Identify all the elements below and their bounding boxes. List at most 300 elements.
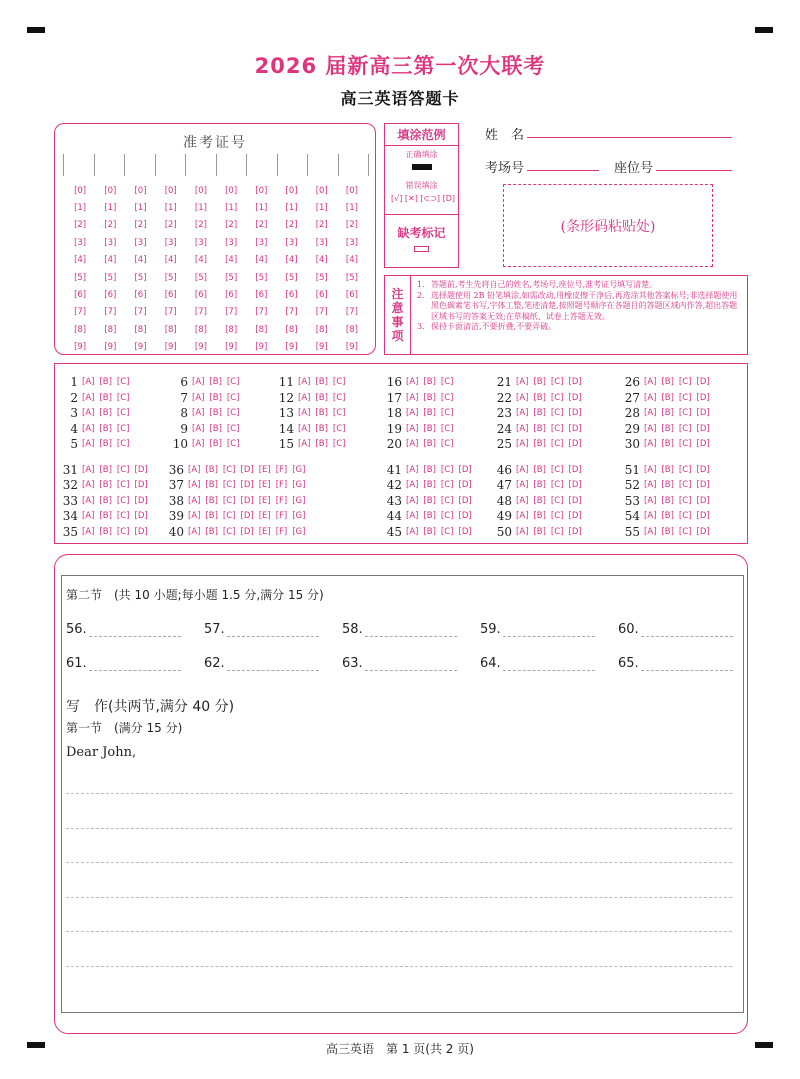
option-bubble[interactable]: [C] [116,510,130,521]
option-bubble[interactable]: [D] [696,464,710,475]
exam-id-bubble[interactable]: [2] [315,220,328,231]
option-bubble[interactable]: [D] [696,510,710,521]
option-bubble[interactable]: [A] [516,423,529,434]
option-bubble[interactable]: [C] [550,407,564,418]
exam-id-bubble[interactable]: [1] [104,203,117,214]
exam-id-bubble[interactable]: [9] [345,342,358,353]
writing-line[interactable] [66,897,732,898]
option-bubble[interactable]: [C] [678,376,692,387]
option-bubble[interactable]: [A] [82,495,95,506]
option-bubble[interactable]: [B] [533,407,546,418]
exam-id-bubble[interactable]: [3] [134,237,147,248]
option-bubble[interactable]: [C] [440,479,454,490]
option-bubble[interactable]: [C] [678,510,692,521]
option-bubble[interactable]: [C] [678,438,692,449]
option-bubble[interactable]: [C] [550,479,564,490]
option-bubble[interactable]: [C] [678,479,692,490]
seat-field[interactable] [656,170,732,171]
exam-id-bubble[interactable]: [9] [285,342,298,353]
option-bubble[interactable]: [D] [568,526,582,537]
option-bubble[interactable]: [D] [696,495,710,506]
option-bubble[interactable]: [B] [423,438,436,449]
exam-id-bubble[interactable]: [0] [315,185,328,196]
option-bubble[interactable]: [A] [82,407,95,418]
option-bubble[interactable]: [B] [533,495,546,506]
option-bubble[interactable]: [A] [644,464,657,475]
exam-id-bubble[interactable]: [5] [74,272,87,283]
writing-line[interactable] [66,793,732,794]
exam-id-bubble[interactable]: [2] [225,220,238,231]
option-bubble[interactable]: [D] [134,464,148,475]
option-bubble[interactable]: [A] [406,392,419,403]
option-bubble[interactable]: [C] [440,438,454,449]
option-bubble[interactable]: [C] [116,423,130,434]
option-bubble[interactable]: [B] [315,423,328,434]
option-bubble[interactable]: [D] [696,526,710,537]
option-bubble[interactable]: [A] [516,495,529,506]
option-bubble[interactable]: [C] [226,407,240,418]
option-bubble[interactable]: [A] [406,495,419,506]
blank-line[interactable] [503,625,595,637]
exam-id-bubble[interactable]: [1] [74,203,87,214]
option-bubble[interactable]: [C] [440,407,454,418]
option-bubble[interactable]: [B] [205,479,218,490]
option-bubble[interactable]: [B] [423,510,436,521]
option-bubble[interactable]: [B] [99,510,112,521]
exam-id-bubble[interactable]: [8] [225,324,238,335]
option-bubble[interactable]: [C] [226,376,240,387]
option-bubble[interactable]: [B] [315,438,328,449]
option-bubble[interactable]: [B] [423,376,436,387]
exam-id-bubble[interactable]: [4] [164,255,177,266]
exam-id-bubble[interactable]: [7] [345,307,358,318]
option-bubble[interactable]: [C] [678,423,692,434]
exam-id-cell[interactable] [277,154,308,176]
exam-id-bubble[interactable]: [4] [315,255,328,266]
exam-id-cell[interactable] [216,154,247,176]
exam-id-bubble[interactable]: [1] [315,203,328,214]
exam-id-bubble[interactable]: [7] [104,307,117,318]
option-bubble[interactable]: [A] [406,407,419,418]
option-bubble[interactable]: [B] [99,392,112,403]
exam-id-bubble[interactable]: [8] [345,324,358,335]
option-bubble[interactable]: [B] [661,479,674,490]
option-bubble[interactable]: [D] [134,510,148,521]
exam-id-bubble[interactable]: [1] [345,203,358,214]
option-bubble[interactable]: [C] [226,438,240,449]
option-bubble[interactable]: [A] [644,526,657,537]
exam-id-bubble[interactable]: [3] [164,237,177,248]
option-bubble[interactable]: [D] [240,526,254,537]
option-bubble[interactable]: [B] [533,392,546,403]
option-bubble[interactable]: [C] [116,407,130,418]
exam-id-bubble[interactable]: [8] [285,324,298,335]
exam-id-bubble[interactable]: [1] [285,203,298,214]
option-bubble[interactable]: [B] [423,479,436,490]
option-bubble[interactable]: [C] [332,376,346,387]
option-bubble[interactable]: [D] [458,464,472,475]
option-bubble[interactable]: [C] [678,464,692,475]
option-bubble[interactable]: [C] [440,495,454,506]
option-bubble[interactable]: [B] [423,423,436,434]
option-bubble[interactable]: [C] [116,392,130,403]
option-bubble[interactable]: [A] [192,376,205,387]
option-bubble[interactable]: [B] [99,495,112,506]
option-bubble[interactable]: [A] [644,510,657,521]
blank-line[interactable] [641,625,733,637]
exam-room-field[interactable] [527,170,599,171]
option-bubble[interactable]: [A] [82,438,95,449]
option-bubble[interactable]: [B] [661,376,674,387]
option-bubble[interactable]: [A] [188,495,201,506]
option-bubble[interactable]: [B] [533,376,546,387]
exam-id-bubble[interactable]: [4] [255,255,268,266]
exam-id-bubble[interactable]: [3] [345,237,358,248]
option-bubble[interactable]: [C] [116,495,130,506]
exam-id-bubble[interactable]: [9] [225,342,238,353]
option-bubble[interactable]: [D] [134,495,148,506]
option-bubble[interactable]: [E] [258,479,271,490]
blank-line[interactable] [641,659,733,671]
exam-id-bubble[interactable]: [0] [255,185,268,196]
option-bubble[interactable]: [A] [406,526,419,537]
option-bubble[interactable]: [A] [192,392,205,403]
exam-id-bubble[interactable]: [6] [345,290,358,301]
exam-id-bubble[interactable]: [8] [194,324,207,335]
option-bubble[interactable]: [B] [661,464,674,475]
exam-id-write-cells[interactable] [63,154,369,176]
option-bubble[interactable]: [C] [440,376,454,387]
option-bubble[interactable]: [A] [406,423,419,434]
exam-id-bubble[interactable]: [9] [255,342,268,353]
option-bubble[interactable]: [E] [258,510,271,521]
blank-line[interactable] [89,659,181,671]
option-bubble[interactable]: [C] [332,392,346,403]
option-bubble[interactable]: [F] [275,464,288,475]
exam-id-bubble[interactable]: [5] [315,272,328,283]
option-bubble[interactable]: [C] [222,510,236,521]
option-bubble[interactable]: [D] [568,495,582,506]
option-bubble[interactable]: [D] [240,464,254,475]
option-bubble[interactable]: [B] [99,479,112,490]
option-bubble[interactable]: [F] [275,526,288,537]
exam-id-bubble[interactable]: [2] [164,220,177,231]
option-bubble[interactable]: [D] [134,526,148,537]
exam-id-bubble[interactable]: [3] [285,237,298,248]
option-bubble[interactable]: [A] [406,510,419,521]
option-bubble[interactable]: [D] [696,438,710,449]
exam-id-bubble[interactable]: [1] [255,203,268,214]
option-bubble[interactable]: [G] [292,479,306,490]
option-bubble[interactable]: [D] [568,438,582,449]
writing-line[interactable] [66,931,732,932]
option-bubble[interactable]: [B] [209,407,222,418]
option-bubble[interactable]: [B] [661,438,674,449]
option-bubble[interactable]: [B] [205,495,218,506]
option-bubble[interactable]: [C] [222,526,236,537]
option-bubble[interactable]: [B] [205,526,218,537]
option-bubble[interactable]: [C] [550,495,564,506]
option-bubble[interactable]: [A] [298,407,311,418]
exam-id-bubble[interactable]: [9] [134,342,147,353]
exam-id-bubble[interactable]: [4] [134,255,147,266]
option-bubble[interactable]: [A] [298,392,311,403]
exam-id-cell[interactable] [124,154,155,176]
exam-id-bubble[interactable]: [0] [104,185,117,196]
option-bubble[interactable]: [C] [332,423,346,434]
exam-id-cell[interactable] [185,154,216,176]
option-bubble[interactable]: [C] [440,526,454,537]
option-bubble[interactable]: [D] [696,392,710,403]
option-bubble[interactable]: [D] [568,392,582,403]
option-bubble[interactable]: [A] [644,407,657,418]
option-bubble[interactable]: [E] [258,464,271,475]
exam-id-bubble[interactable]: [6] [74,290,87,301]
exam-id-cell[interactable] [63,154,94,176]
option-bubble[interactable]: [A] [516,464,529,475]
option-bubble[interactable]: [B] [423,526,436,537]
option-bubble[interactable]: [C] [226,392,240,403]
exam-id-bubble[interactable]: [4] [194,255,207,266]
option-bubble[interactable]: [A] [516,510,529,521]
exam-id-bubble[interactable]: [2] [255,220,268,231]
option-bubble[interactable]: [D] [458,526,472,537]
exam-id-bubble[interactable]: [2] [285,220,298,231]
option-bubble[interactable]: [D] [458,510,472,521]
option-bubble[interactable]: [A] [82,479,95,490]
option-bubble[interactable]: [D] [568,407,582,418]
exam-id-bubble[interactable]: [3] [255,237,268,248]
exam-id-bubble[interactable]: [2] [194,220,207,231]
option-bubble[interactable]: [B] [661,392,674,403]
option-bubble[interactable]: [B] [661,510,674,521]
option-bubble[interactable]: [D] [568,479,582,490]
option-bubble[interactable]: [B] [423,495,436,506]
option-bubble[interactable]: [C] [678,392,692,403]
option-bubble[interactable]: [D] [696,479,710,490]
option-bubble[interactable]: [G] [292,495,306,506]
option-bubble[interactable]: [C] [550,376,564,387]
exam-id-bubble[interactable]: [5] [104,272,117,283]
option-bubble[interactable]: [A] [644,392,657,403]
exam-id-bubble[interactable]: [0] [285,185,298,196]
exam-id-cell[interactable] [307,154,338,176]
exam-id-bubble[interactable]: [6] [225,290,238,301]
option-bubble[interactable]: [C] [550,423,564,434]
exam-id-bubble[interactable]: [9] [74,342,87,353]
exam-id-bubble[interactable]: [7] [225,307,238,318]
option-bubble[interactable]: [A] [644,479,657,490]
blank-line[interactable] [365,659,457,671]
exam-id-bubble[interactable]: [6] [134,290,147,301]
option-bubble[interactable]: [B] [533,479,546,490]
exam-id-bubble[interactable]: [2] [134,220,147,231]
exam-id-cell[interactable] [94,154,125,176]
exam-id-bubble[interactable]: [3] [225,237,238,248]
option-bubble[interactable]: [A] [644,376,657,387]
option-bubble[interactable]: [A] [406,438,419,449]
option-bubble[interactable]: [B] [533,423,546,434]
exam-id-bubble[interactable]: [9] [104,342,117,353]
option-bubble[interactable]: [C] [222,479,236,490]
option-bubble[interactable]: [A] [406,376,419,387]
option-bubble[interactable]: [B] [661,495,674,506]
option-bubble[interactable]: [D] [696,423,710,434]
option-bubble[interactable]: [G] [292,510,306,521]
option-bubble[interactable]: [A] [82,423,95,434]
exam-id-bubble[interactable]: [5] [194,272,207,283]
option-bubble[interactable]: [D] [696,407,710,418]
option-bubble[interactable]: [B] [205,464,218,475]
exam-id-bubble[interactable]: [4] [285,255,298,266]
option-bubble[interactable]: [F] [275,510,288,521]
option-bubble[interactable]: [B] [315,407,328,418]
option-bubble[interactable]: [B] [533,438,546,449]
option-bubble[interactable]: [B] [533,464,546,475]
exam-id-cell[interactable] [338,154,370,176]
option-bubble[interactable]: [A] [82,376,95,387]
exam-id-bubble[interactable]: [7] [194,307,207,318]
exam-id-bubble[interactable]: [0] [345,185,358,196]
option-bubble[interactable]: [D] [240,495,254,506]
option-bubble[interactable]: [A] [192,407,205,418]
option-bubble[interactable]: [A] [644,423,657,434]
exam-id-bubble[interactable]: [7] [134,307,147,318]
option-bubble[interactable]: [C] [678,526,692,537]
exam-id-bubble[interactable]: [2] [104,220,117,231]
option-bubble[interactable]: [F] [275,495,288,506]
exam-id-bubble[interactable]: [0] [164,185,177,196]
option-bubble[interactable]: [C] [116,376,130,387]
exam-id-bubble[interactable]: [8] [164,324,177,335]
writing-line[interactable] [66,862,732,863]
exam-id-bubble[interactable]: [9] [164,342,177,353]
exam-id-bubble[interactable]: [1] [134,203,147,214]
exam-id-bubble[interactable]: [2] [74,220,87,231]
exam-id-bubble[interactable]: [5] [164,272,177,283]
option-bubble[interactable]: [B] [423,407,436,418]
option-bubble[interactable]: [D] [568,464,582,475]
option-bubble[interactable]: [A] [516,526,529,537]
option-bubble[interactable]: [D] [696,376,710,387]
option-bubble[interactable]: [A] [298,376,311,387]
option-bubble[interactable]: [B] [99,464,112,475]
option-bubble[interactable]: [B] [315,376,328,387]
exam-id-bubble[interactable]: [0] [74,185,87,196]
option-bubble[interactable]: [B] [533,526,546,537]
option-bubble[interactable]: [C] [116,526,130,537]
option-bubble[interactable]: [C] [332,407,346,418]
exam-id-bubble[interactable]: [2] [345,220,358,231]
exam-id-bubble[interactable]: [8] [315,324,328,335]
option-bubble[interactable]: [D] [458,479,472,490]
option-bubble[interactable]: [A] [82,526,95,537]
exam-id-bubble[interactable]: [5] [225,272,238,283]
option-bubble[interactable]: [B] [99,423,112,434]
exam-id-bubble[interactable]: [8] [134,324,147,335]
option-bubble[interactable]: [G] [292,464,306,475]
option-bubble[interactable]: [A] [192,423,205,434]
option-bubble[interactable]: [D] [568,510,582,521]
option-bubble[interactable]: [D] [458,495,472,506]
option-bubble[interactable]: [A] [298,438,311,449]
option-bubble[interactable]: [A] [516,392,529,403]
absent-mark-bubble[interactable] [414,246,429,252]
option-bubble[interactable]: [A] [516,407,529,418]
option-bubble[interactable]: [A] [644,495,657,506]
option-bubble[interactable]: [B] [209,423,222,434]
option-bubble[interactable]: [B] [661,526,674,537]
exam-id-bubble[interactable]: [7] [315,307,328,318]
option-bubble[interactable]: [C] [222,495,236,506]
blank-line[interactable] [365,625,457,637]
exam-id-bubble[interactable]: [9] [194,342,207,353]
option-bubble[interactable]: [C] [332,438,346,449]
exam-id-bubble[interactable]: [6] [285,290,298,301]
option-bubble[interactable]: [A] [644,438,657,449]
option-bubble[interactable]: [A] [188,464,201,475]
exam-id-bubble[interactable]: [4] [225,255,238,266]
option-bubble[interactable]: [B] [209,438,222,449]
option-bubble[interactable]: [C] [550,438,564,449]
exam-id-bubble[interactable]: [6] [315,290,328,301]
blank-line[interactable] [503,659,595,671]
exam-id-bubble[interactable]: [0] [225,185,238,196]
exam-id-bubble[interactable]: [5] [255,272,268,283]
option-bubble[interactable]: [C] [550,464,564,475]
option-bubble[interactable]: [C] [226,423,240,434]
option-bubble[interactable]: [C] [550,526,564,537]
option-bubble[interactable]: [E] [258,495,271,506]
option-bubble[interactable]: [B] [423,392,436,403]
option-bubble[interactable]: [A] [192,438,205,449]
option-bubble[interactable]: [A] [188,510,201,521]
exam-id-bubble[interactable]: [1] [225,203,238,214]
option-bubble[interactable]: [C] [116,438,130,449]
blank-line[interactable] [227,659,319,671]
option-bubble[interactable]: [D] [240,510,254,521]
option-bubble[interactable]: [A] [516,376,529,387]
option-bubble[interactable]: [A] [516,438,529,449]
exam-id-bubble[interactable]: [5] [134,272,147,283]
exam-id-bubble[interactable]: [3] [315,237,328,248]
option-bubble[interactable]: [A] [406,464,419,475]
option-bubble[interactable]: [B] [661,407,674,418]
option-bubble[interactable]: [D] [134,479,148,490]
option-bubble[interactable]: [F] [275,479,288,490]
exam-id-bubble[interactable]: [5] [285,272,298,283]
option-bubble[interactable]: [B] [209,392,222,403]
exam-id-cell[interactable] [246,154,277,176]
option-bubble[interactable]: [A] [188,479,201,490]
option-bubble[interactable]: [C] [222,464,236,475]
option-bubble[interactable]: [C] [116,479,130,490]
option-bubble[interactable]: [A] [406,479,419,490]
option-bubble[interactable]: [A] [188,526,201,537]
option-bubble[interactable]: [C] [116,464,130,475]
exam-id-bubble[interactable]: [4] [345,255,358,266]
exam-id-bubble[interactable]: [0] [134,185,147,196]
option-bubble[interactable]: [B] [315,392,328,403]
exam-id-bubble[interactable]: [7] [285,307,298,318]
option-bubble[interactable]: [A] [298,423,311,434]
exam-id-bubble[interactable]: [0] [194,185,207,196]
option-bubble[interactable]: [B] [533,510,546,521]
exam-id-bubble[interactable]: [6] [104,290,117,301]
option-bubble[interactable]: [A] [82,464,95,475]
exam-id-bubble[interactable]: [6] [194,290,207,301]
exam-id-bubble[interactable]: [3] [74,237,87,248]
